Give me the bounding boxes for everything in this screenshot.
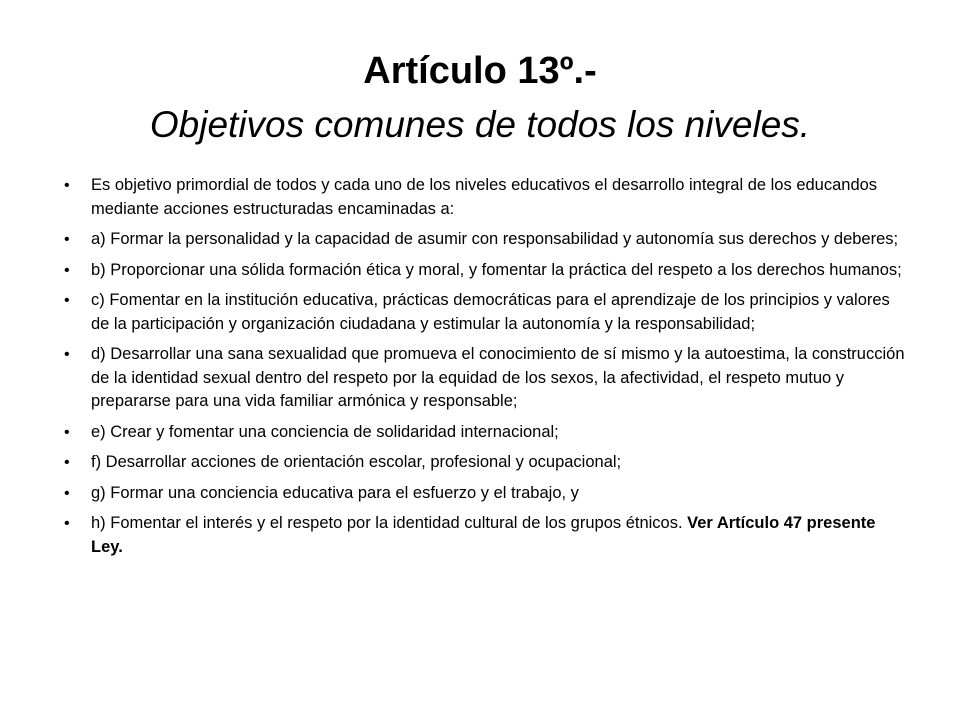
bullet-dot-icon: • [64, 515, 70, 532]
article-subtitle: Objetivos comunes de todos los niveles. [149, 104, 811, 145]
list-item-text: b) Proporcionar una sólida formación ética y moral, y fomentar la práctica del respeto a los derechos humanos; [91, 260, 902, 279]
bullet-dot-icon: • [64, 423, 70, 441]
list-item-text: Es objetivo primordial de todos y cada uno de los niveles educativos el desarrollo integral de los educandos mediante acciones estructuradas encaminadas a: [91, 176, 878, 218]
list-item-text: e) Crear y fomentar una conciencia de solidaridad internacional; [91, 422, 559, 441]
list-item [64, 259, 910, 283]
list-item [64, 174, 910, 221]
list-item-text: f) Desarrollar acciones de orientación escolar, profesional y ocupacional; [91, 453, 622, 471]
bullet-dot-icon: • [64, 454, 70, 471]
list-item [64, 343, 910, 414]
list-item [64, 451, 910, 475]
list-item [64, 482, 910, 506]
list-item [64, 289, 910, 336]
bullet-dot-icon: • [64, 346, 70, 363]
bullet-list [64, 174, 910, 566]
list-item-text: a) Formar la personalidad y la capacidad de asumir con responsabilidad y autonomía sus derechos y deberes; [91, 230, 899, 248]
bullet-dot-icon: • [64, 177, 70, 194]
bullet-dot-icon: • [64, 231, 70, 248]
bullet-dot-icon: • [64, 261, 70, 279]
bullet-dot-icon: • [64, 292, 70, 309]
list-item-text: c) Fomentar en la institución educativa, prácticas democráticas para el aprendizaje de los principios y valores de la participación y organización ciudadana y estimular la autonomía y la responsabilidad; [91, 291, 890, 333]
slide-title [80, 44, 880, 152]
list-item [64, 512, 910, 559]
list-item [64, 421, 910, 445]
article-reference: Ver Artículo 47 presente Ley. [91, 514, 876, 556]
list-item [64, 228, 910, 252]
list-item-text: h) Fomentar el interés y el respeto por la identidad cultural de los grupos étnicos. [91, 514, 688, 532]
list-item-text: d) Desarrollar una sana sexualidad que promueva el conocimiento de sí mismo y la autoestima, la construcción de la identidad sexual dentro del respeto por la equidad de los sexos, la afectividad, el respeto mutuo y prepararse para una vida familiar armónica y responsable; [91, 345, 905, 410]
bullet-dot-icon: • [64, 484, 70, 502]
list-item-text: g) Formar una conciencia educativa para el esfuerzo y el trabajo, y [91, 483, 579, 502]
article-heading: Artículo 13º.- [363, 50, 597, 92]
